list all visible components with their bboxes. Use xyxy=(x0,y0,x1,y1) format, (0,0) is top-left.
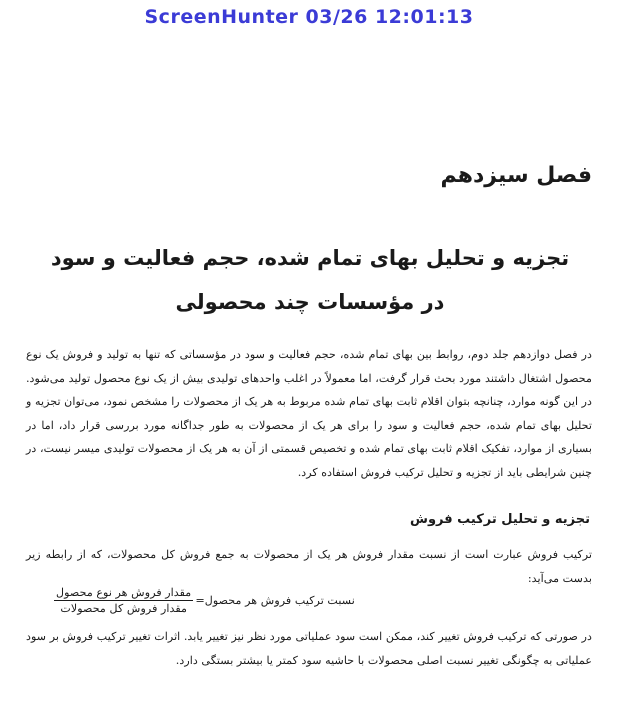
formula-equals: = xyxy=(195,594,205,607)
formula-lhs: نسبت ترکیب فروش هر محصول xyxy=(204,594,355,607)
definition-paragraph: ترکیب فروش عبارت است از نسبت مقدار فروش هر یک از محصولات به جمع فروش کل محصولات، که از رابطه زیر بدست می‌آید: xyxy=(26,548,592,585)
effect-paragraph: در صورتی که ترکیب فروش تغییر کند، ممکن است سود عملیاتی مورد نظر نیز تغییر یابد. اثرات تغییر ترکیب فروش بر سود عملیاتی به چگونگی تغییر نسبت اصلی محصولات با حاشیه سود کمتر یا بیشتر بستگی دارد. xyxy=(26,630,592,667)
sales-mix-formula xyxy=(52,586,355,615)
screenhunter-watermark: ScreenHunter 03/26 12:01:13 xyxy=(144,6,474,28)
intro-paragraph: در فصل دوازدهم جلد دوم، روابط بین بهای تمام شده، حجم فعالیت و سود در مؤسساتی که تنها به تولید و فروش یک نوع محصول اشتغال داشتند مورد بحث قرار گرفت، اما معمولاً در اغلب واحدهای تولیدی بیش از یک نوع محصول تولید می‌شود. در این گونه موارد، چنانچه بتوان اقلام ثابت بهای تمام شده مربوط به هر یک از محصولات را مشخص نمود، می‌توان تجزیه و تحلیل بهای تمام شده، حجم فعالیت و سود را برای هر یک از محصولات به طور جداگانه مورد بررسی قرار داد، اما در بسیاری از موارد، تفکیک اقلام ثابت بهای تمام شده و تخصیص قسمتی از آن به هر یک از محصولات تولیدی میسر نیست، در چنین شرایطی باید از تجزیه و تحلیل ترکیب فروش استفاده کرد. xyxy=(26,348,592,479)
formula-denominator: مقدار فروش کل محصولات xyxy=(60,602,188,615)
chapter-label: فصل سیزدهم xyxy=(440,163,592,188)
section-heading: تجزیه و تحلیل ترکیب فروش xyxy=(410,512,590,527)
chapter-title-line-1: تجزیه و تحلیل بهای تمام شده، حجم فعالیت و سود xyxy=(50,246,570,270)
chapter-title xyxy=(30,236,590,324)
chapter-title-line-2: در مؤسسات چند محصولی xyxy=(175,290,445,314)
formula-fraction xyxy=(54,586,193,615)
formula-numerator: مقدار فروش هر نوع محصول xyxy=(56,586,192,599)
